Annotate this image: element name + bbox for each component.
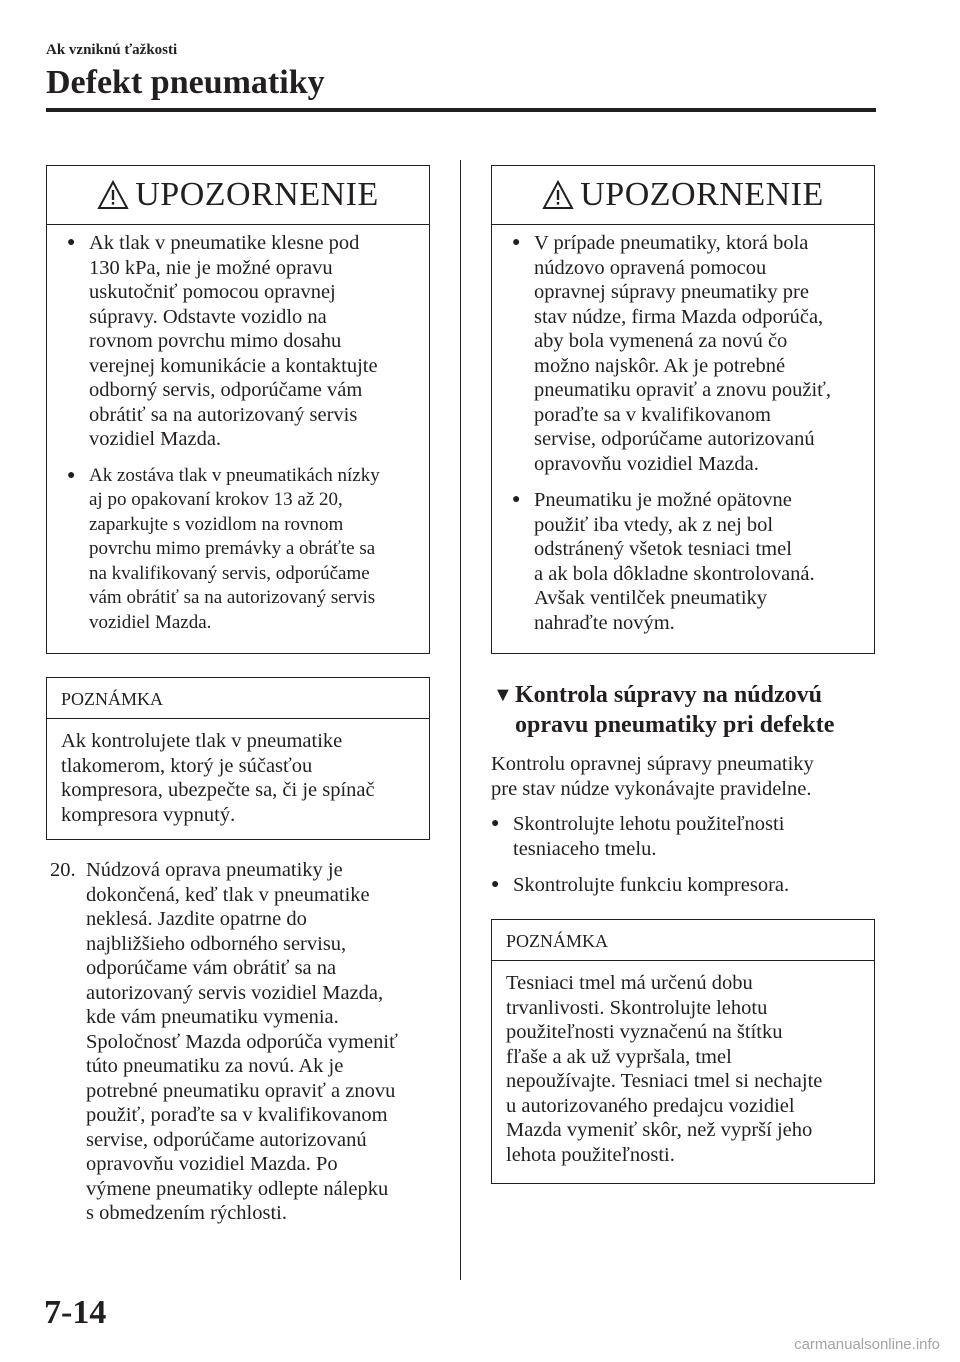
warning-header: [47, 166, 429, 225]
warning-title: UPOZORNENIE: [135, 176, 379, 213]
bullet-icon: ●: [67, 235, 76, 250]
warning-box-left: [46, 165, 430, 654]
warning-header: [492, 166, 874, 225]
bullet-icon: ●: [491, 816, 500, 831]
warning-item-text: V prípade pneumatiky, ktorá bola núdzovo opravená pomocou opravnej súpravy pneumatiky pre stav núdze, firma Mazda odporúča, aby bola vymenená za novú čo možno najskôr. Ak je potrebné pneumatiku opraviť a znovu použiť, poraďte sa v kvalifikovanom servise, odporúčame autorizovanú opravovňu vozidiel Mazda.: [534, 232, 832, 475]
page-number: 7-14: [44, 1294, 107, 1331]
list-item: [491, 812, 871, 861]
warning-triangle-icon: [542, 180, 574, 210]
warning-body: [492, 225, 874, 635]
warning-item: [512, 231, 858, 476]
step-20: [50, 858, 445, 1226]
check-list: [491, 812, 871, 910]
note-text: Ak kontrolujete tlak v pneumatike tlakomerom, ktorý je súčasťou kompresora, ubezpečte sa, či je spínač kompresora vypnutý.: [61, 730, 375, 826]
page-title: Defekt pneumatiky: [46, 64, 325, 101]
list-item: [491, 873, 871, 898]
chapter-label: Ak vzniknú ťažkosti: [46, 42, 178, 58]
warning-item-text: Pneumatiku je možné opätovne použiť iba vtedy, ak z nej bol odstránený všetok tesniaci tmel a ak bola dôkladne skontrolovaná. Avšak ventilček pneumatiky nahraďte novým.: [534, 489, 815, 634]
warning-title: UPOZORNENIE: [580, 176, 824, 213]
section-heading: [493, 680, 873, 740]
warning-body: [47, 225, 429, 635]
note-title: POZNÁMKA: [47, 678, 429, 719]
step-number: 20.: [50, 859, 76, 881]
warning-item: [67, 464, 413, 636]
section-heading-text: Kontrola súpravy na núdzovú opravu pneumatiky pri defekte: [515, 682, 835, 738]
bullet-icon: ●: [491, 877, 500, 892]
list-item-text: Skontrolujte lehotu použiteľnosti tesniaceho tmelu.: [513, 813, 785, 860]
warning-box-right: [491, 165, 875, 654]
title-rule: [46, 108, 876, 112]
note-text: Tesniaci tmel má určenú dobu trvanlivosti. Skontrolujte lehotu použiteľnosti vyznačenú na štítku fľaše a ak už vypršala, tmel nepoužívajte. Tesniaci tmel si nechajte u autorizovaného predajcu vozidiel Mazda vymeniť skôr, než vyprší jeho lehota použiteľnosti.: [506, 972, 823, 1166]
section-intro: Kontrolu opravnej súpravy pneumatiky pre stav núdze vykonávajte pravidelne.: [491, 753, 814, 800]
warning-item: [512, 488, 858, 635]
bullet-icon: ●: [67, 467, 76, 483]
bullet-icon: ●: [512, 235, 521, 250]
column-divider: [460, 160, 461, 1280]
warning-item: [67, 231, 413, 452]
note-box-right: [491, 919, 875, 1184]
step-text: Núdzová oprava pneumatiky je dokončená, keď tlak v pneumatike neklesá. Jazdite opatrne do najbližšieho odborného servisu, odporúčame vám obrátiť sa na autorizovaný servis vozidiel Mazda, kde vám pneumatiku vymenia. Spoločnosť Mazda odporúča vymeniť túto pneumatiku za novú. Ak je potrebné pneumatiku opraviť a znovu použiť, poraďte sa v kvalifikovanom servise, odporúčame autorizovanú opravovňu vozidiel Mazda. Po výmene pneumatiky odlepte nálepku s obmedzením rýchlosti.: [86, 859, 398, 1224]
bullet-icon: ●: [512, 492, 521, 507]
warning-item-text: Ak zostáva tlak v pneumatikách nízky aj po opakovaní krokov 13 až 20, zaparkujte s vozidlom na rovnom povrchu mimo premávky a obráťte sa na kvalifikovaný servis, odporúčame vám obrátiť sa na autorizovaný servis vozidiel Mazda.: [89, 464, 380, 633]
warning-triangle-icon: [97, 180, 129, 210]
note-title: POZNÁMKA: [492, 920, 874, 961]
triangle-down-icon: ▼: [493, 684, 513, 706]
warning-item-text: Ak tlak v pneumatike klesne pod 130 kPa, nie je možné opravu uskutočniť pomocou opravnej súpravy. Odstavte vozidlo na rovnom povrchu mimo dosahu verejnej komunikácie a kontaktujte odborný servis, odporúčame vám obrátiť sa na autorizovaný servis vozidiel Mazda.: [89, 232, 378, 450]
list-item-text: Skontrolujte funkciu kompresora.: [513, 874, 790, 896]
watermark: carmanualsonline.info: [794, 1336, 940, 1353]
note-box-left: [46, 677, 430, 840]
